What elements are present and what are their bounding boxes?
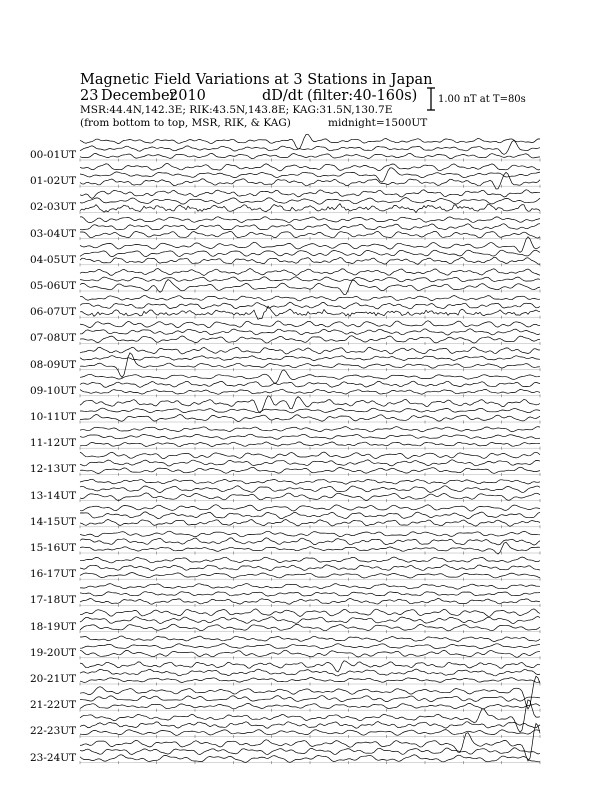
- trace-rik: [80, 565, 540, 571]
- hour-label: 13-14UT: [30, 489, 77, 502]
- hour-label: 23-24UT: [30, 751, 77, 764]
- midnight-label: midnight=1500UT: [328, 117, 428, 129]
- trace-msr: [80, 467, 540, 473]
- trace-rik: [80, 381, 540, 387]
- scale-bar-label: 1.00 nT at T=80s: [438, 94, 526, 105]
- hour-label: 19-20UT: [30, 646, 77, 659]
- trace-kag: [80, 531, 540, 537]
- trace-rik: [80, 538, 540, 545]
- hour-label: 12-13UT: [30, 463, 77, 476]
- hour-label: 00-01UT: [30, 149, 77, 161]
- date-year: 2010: [169, 88, 206, 104]
- hour-label: 18-19UT: [30, 620, 77, 633]
- trace-rik: [80, 748, 540, 755]
- trace-msr: [80, 624, 540, 631]
- hour-label: 11-12UT: [30, 437, 77, 450]
- hour-label: 21-22UT: [30, 699, 77, 712]
- trace-msr: [80, 650, 540, 657]
- trace-rik: [80, 486, 540, 493]
- trace-rik: [80, 408, 540, 413]
- hour-label: 06-07UT: [30, 306, 77, 319]
- hour-label: 07-08UT: [30, 332, 77, 345]
- trace-msr: [80, 353, 540, 378]
- trace-msr: [80, 257, 540, 264]
- trace-msr: [80, 442, 540, 447]
- date-month: December: [101, 88, 177, 104]
- trace-rik: [80, 168, 540, 182]
- trace-msr: [80, 598, 540, 604]
- date-day: 23: [80, 88, 99, 104]
- hour-label: 15-16UT: [30, 542, 77, 554]
- trace-rik: [80, 434, 540, 439]
- hour-label: 03-04UT: [30, 227, 77, 240]
- trace-kag: [80, 724, 540, 761]
- order-note: (from bottom to top, MSR, RIK, & KAG): [80, 117, 291, 129]
- trace-msr: [80, 153, 540, 158]
- trace-rik: [80, 460, 540, 466]
- component-label: dD/dt: [262, 88, 303, 104]
- trace-kag: [80, 134, 540, 149]
- stations-label: MSR:44.4N,142.3E; RIK:43.5N,143.8E; KAG:31.5N,130.7E: [80, 104, 393, 116]
- trace-rik: [80, 224, 540, 230]
- trace-rik: [80, 696, 540, 702]
- trace-kag: [80, 269, 540, 276]
- chart-title: Magnetic Field Variations at 3 Stations in Japan: [80, 72, 433, 88]
- trace-kag: [80, 217, 540, 223]
- hour-label: 14-15UT: [30, 515, 77, 528]
- trace-rik: [80, 592, 540, 596]
- trace-rik: [80, 356, 540, 361]
- trace-msr: [80, 573, 540, 579]
- hour-label: 16-17UT: [30, 568, 77, 581]
- trace-msr: [80, 730, 540, 736]
- trace-rik: [80, 250, 540, 257]
- trace-kag: [80, 557, 540, 563]
- hour-label: 04-05UT: [30, 253, 77, 266]
- trace-kag: [80, 505, 540, 511]
- trace-rik: [80, 198, 540, 205]
- hour-label: 17-18UT: [30, 594, 77, 607]
- trace-kag: [80, 636, 540, 642]
- hour-label: 10-11UT: [30, 411, 77, 423]
- trace-kag: [80, 609, 540, 617]
- trace-rik: [80, 302, 540, 309]
- trace-kag: [80, 661, 540, 672]
- trace-msr: [80, 231, 540, 238]
- trace-kag: [80, 584, 540, 590]
- trace-rik: [80, 669, 540, 676]
- trace-kag: [80, 452, 540, 459]
- trace-rik: [80, 722, 540, 729]
- trace-msr: [80, 389, 540, 394]
- trace-kag: [80, 370, 540, 383]
- hour-label: 22-23UT: [30, 725, 77, 738]
- trace-kag: [80, 427, 540, 432]
- trace-rik: [80, 617, 540, 624]
- trace-msr: [80, 519, 540, 526]
- trace-msr: [80, 415, 540, 422]
- trace-msr: [80, 678, 540, 683]
- hour-label: 08-09UT: [30, 358, 77, 371]
- trace-rik: [80, 644, 540, 649]
- trace-kag: [80, 190, 540, 199]
- trace-kag: [80, 321, 540, 328]
- hour-label: 02-03UT: [30, 201, 77, 214]
- trace-rik: [80, 329, 540, 335]
- hour-label: 09-10UT: [30, 384, 77, 397]
- trace-kag: [80, 347, 540, 354]
- trace-kag: [80, 479, 540, 484]
- hour-label: 01-02UT: [30, 175, 77, 188]
- hour-label: 05-06UT: [30, 280, 77, 292]
- filter-label: (filter:40-160s): [307, 88, 418, 104]
- trace-rik: [80, 512, 540, 519]
- hour-label: 20-21UT: [30, 673, 77, 685]
- trace-kag: [80, 164, 540, 171]
- trace-kag: [80, 296, 540, 301]
- trace-msr: [80, 703, 540, 709]
- trace-rik: [80, 277, 540, 282]
